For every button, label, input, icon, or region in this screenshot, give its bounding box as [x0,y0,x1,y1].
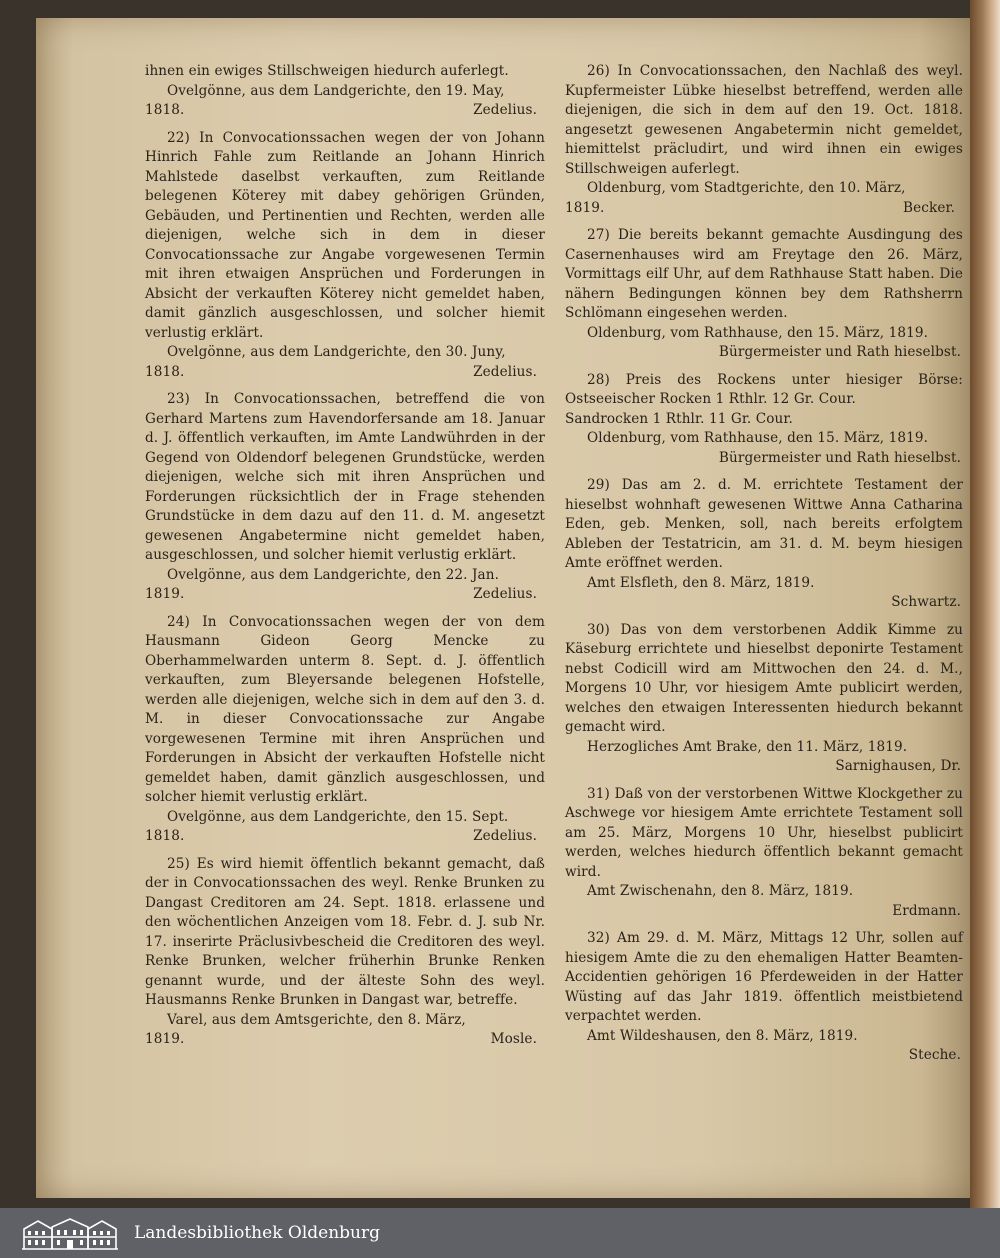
spacer [565,218,963,226]
signature-line [145,363,545,383]
signature-name: Zedelius. [473,363,537,380]
place-date-line: Ovelgönne, aus dem Landgerichte, den 19. May, [167,82,505,99]
signatory-name: Sarnighausen, Dr. [835,758,961,774]
place-date-line: Oldenburg, vom Rathhause, den 15. März, 1819. [587,324,929,341]
place-date-line: Amt Wildeshausen, den 8. März, 1819. [587,1027,858,1044]
signature-name: Zedelius. [473,586,537,602]
spacer [565,468,963,476]
spacer [565,613,963,621]
signature-year: 1818. [145,828,185,844]
notice-paragraph: 30) Das von dem verstorbenen Addik Kimme zu Käseburg errichtete und hieselbst deponirte Testament nebst Codicill wird am Mittwochen den 24. d. M., Morgens 10 Uhr, vor hiesigem Amte publicirt werden, welches den etwaigen Interessenten hiedurch bekannt gemacht wird. [565,621,963,735]
spacer [145,1050,545,1058]
spacer [565,777,963,785]
notice-paragraph: 22) In Convocationssachen wegen der von Johann Hinrich Fahle zum Reitlande an Johann Hinrich Mahlstede daselbst verkauften, zum Reitlande belegenen Köterey mit dabey gehörigen Gründen, Gebäuden, und Pertinentien und Rechten, werden alle diejenigen, welche sich in dem in dieser Convocationssache zur Angabe vorgewesenen Termin mit ihren etwaigen Ansprüchen und Forderungen in Absicht der verkauften Köterey nicht gemeldet haben, damit gänzlich ausgeschlossen, und solcher hiemit verlustig erklärt. [145,129,545,341]
notice-paragraph: 26) In Convocationssachen, den Nachlaß des weyl. Kupfermeister Lübke hieselbst betreffend, werden alle diejenigen, die sich in dem auf den 19. Oct. 1818. angesetzt gewesenen Angabetermin nicht gemeldet, hiemittelst präcludirt, und wird ihnen ein ewiges Stillschweigen auferlegt. [565,63,963,177]
signature-year: 1818. [145,363,185,380]
signature-year: 1819. [145,1031,185,1047]
place-date-line: Amt Zwischenahn, den 8. März, 1819. [587,883,854,899]
spacer [145,605,545,613]
footer-title: Landesbibliothek Oldenburg [134,1223,381,1243]
notice-paragraph: 31) Daß von der verstorbenen Wittwe Klockgether zu Aschwege vor hiesigem Amte errichtete Testament soll am 25. März, Morgens 10 Uhr, hieselbst publicirt werden, welches hiedurch öffentlich bekannt gemacht wird. [565,785,963,880]
signature-year: 1819. [565,199,605,216]
signatory-name: Bürgermeister und Rath hieselbst. [718,449,961,466]
right-column [565,62,963,1074]
notice-paragraph: 25) Es wird hiemit öffentlich bekannt gemacht, daß der in Convocationssachen des weyl. Renke Brunken zu Dangast Creditoren am 24. Sept. 1818. erlassene und den wöchentlichen Anzeigen vom 18. Febr. d. J. sub Nr. 17. inserirte Präclusivbescheid die Creditoren des weyl. Renke Brunken, welcher früherhin Brunke Renken genannt wurde, und der älteste Sohn des weyl. Hausmanns Renke Brunken in Dangast war, betreffe. [145,855,545,1008]
spacer [145,847,545,855]
place-date-line: Ovelgönne, aus dem Landgerichte, den 15. Sept. [167,808,509,825]
spacer [565,1066,963,1074]
notice-paragraph: 27) Die bereits bekannt gemachte Ausdingung des Casernenhauses wird am Freytage den 26. März, Vormittags eilf Uhr, auf dem Rathhause Statt haben. Die nähern Bedingungen können bey dem Rathsherrn Schlömann eingesehen werden. [565,227,963,321]
signature-name: Zedelius. [473,828,537,844]
signatory-name: Erdmann. [892,902,961,919]
place-date-line: Oldenburg, vom Stadtgerichte, den 10. März, [587,180,906,196]
notice-paragraph: 24) In Convocationssachen wegen der von dem Hausmann Gideon Georg Mencke zu Oberhammelwarden unterm 8. Sept. d. J. öffentlich verkauften, zum Bleyersande belegenen Hofstelle, werden alle diejenigen, welche sich in dem auf den 3. d. M. in dieser Convocationssache zur Angabe vorgewesenen Termine mit ihren Ansprüchen und Forderungen in Absicht der verkauften Hofstelle nicht gemeldet haben, damit gänzlich ausgeschlossen, und solcher hiemit verlustig erklärt. [145,613,545,805]
notice-paragraph: 23) In Convocationssachen, betreffend die von Gerhard Martens zum Havendorfersande am 18. Januar d. J. öffentlich verkauften, im Amte Landwührden in der Gegend von Oldendorf belegenen Grundstücke, werden diejenigen, welche sich mit ihren Ansprüchen und Forderungen rücksichtlich der in Frage stehenden Grundstücke in dem dazu auf den 11. d. M. angesetzt gewesenen Angabetermine nicht gemeldet haben, ausgeschlossen, und solcher hiemit verlustig erklärt. [145,391,545,563]
left-column [145,62,545,1058]
signature-name: Zedelius. [473,102,537,118]
text-line: Sandrocken 1 Rthlr. 11 Gr. Cour. [565,410,793,427]
signatory-name: Schwartz. [891,594,961,610]
place-date-line: Herzogliches Amt Brake, den 11. März, 1819. [587,738,908,755]
place-date-line: Ovelgönne, aus dem Landgerichte, den 22. Jan. [167,566,500,583]
text-line: ihnen ein ewiges Stillschweigen hiedurch auferlegt. [145,63,509,79]
signature-line [145,585,545,605]
signature-year: 1819. [145,586,185,602]
library-building-icon [20,1215,120,1251]
signature-line [145,101,545,121]
place-date-line: Ovelgönne, aus dem Landgerichte, den 30. Juny, [167,344,506,360]
spacer [565,363,963,371]
footer-bar [0,1208,1000,1258]
signature-line [145,1030,545,1050]
notice-paragraph: 29) Das am 2. d. M. errichtete Testament der hieselbst wohnhaft gewesenen Wittwe Anna Catharina Eden, geb. Menken, soll, nach bereits erfolgtem Ableben der Testatricin, am 31. d. M. beym hiesigen Amte eröffnet werden. [565,477,963,571]
signatory-name: Bürgermeister und Rath hieselbst. [718,344,961,360]
spacer [145,121,545,129]
signatory-name: Steche. [908,1047,961,1063]
signature-name: Mosle. [490,1031,537,1047]
signature-line [565,199,963,219]
spacer [145,382,545,390]
place-date-line: Oldenburg, vom Rathhause, den 15. März, 1819. [587,430,929,446]
notice-paragraph: 32) Am 29. d. M. März, Mittags 12 Uhr, sollen auf hiesigem Amte die zu den ehemaligen Hatter Beamten-Accidentien gehörigen 16 Pferdeweiden in der Hatter Wüsting auf das Jahr 1819. öffentlich meistbietend verpachtet werden. [565,930,963,1024]
signature-name: Becker. [903,199,955,216]
place-date-line: Varel, aus dem Amtsgerichte, den 8. März, [167,1011,466,1028]
signature-line [145,827,545,847]
spacer [565,921,963,929]
place-date-line: Amt Elsfleth, den 8. März, 1819. [587,574,815,591]
book-spine [970,0,1000,1208]
notice-paragraph: 28) Preis des Rockens unter hiesiger Börse: Ostseeischer Rocken 1 Rthlr. 12 Gr. Cour. [565,371,963,407]
signature-year: 1818. [145,102,185,118]
